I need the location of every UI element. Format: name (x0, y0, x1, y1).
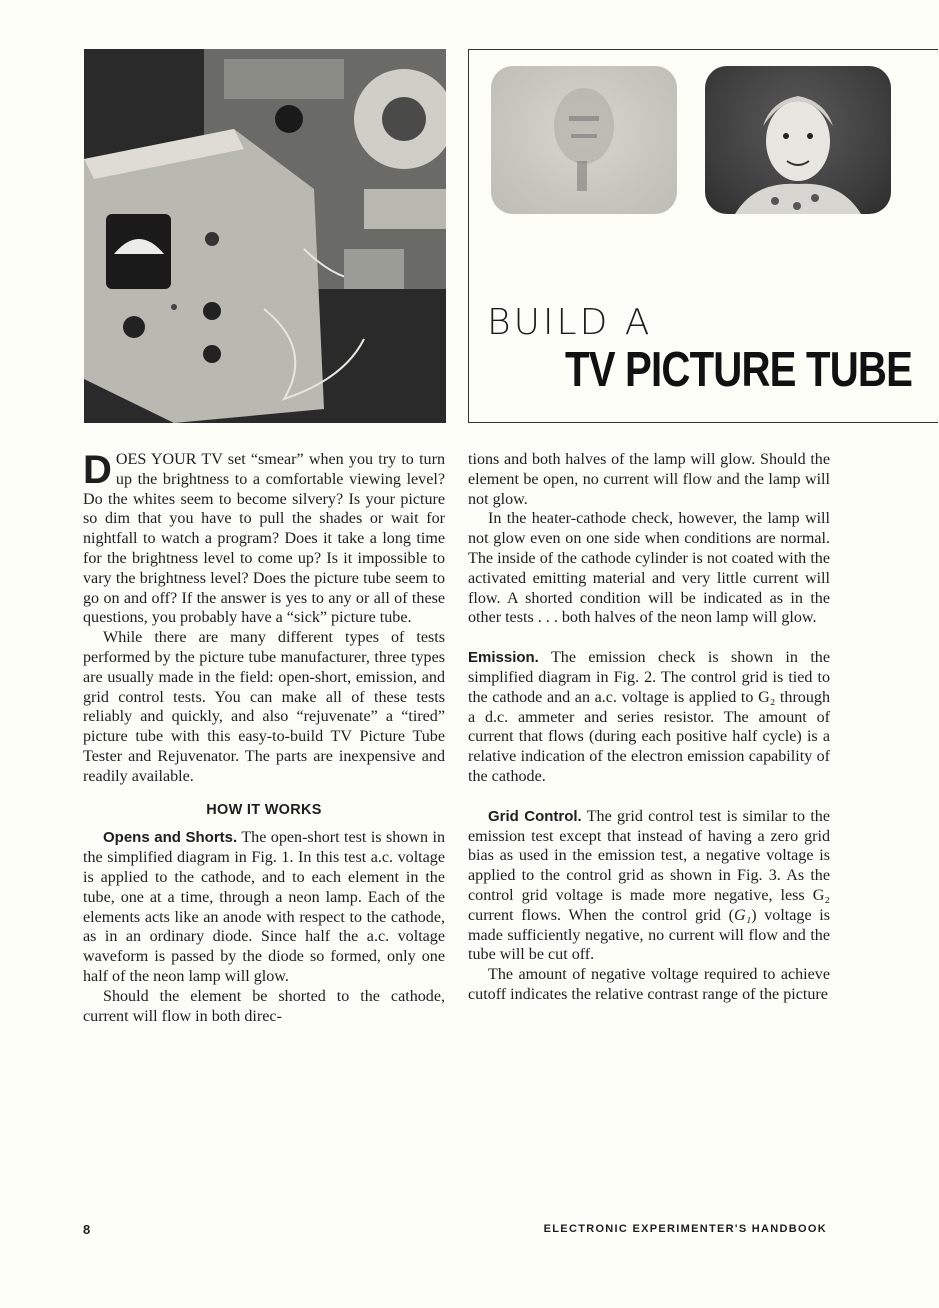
left-column (83, 450, 445, 1026)
paragraph: The amount of negative voltage required to achieve cutoff indicates the relative contrast range of the picture (468, 966, 830, 1003)
run-in-heading: Emission. (468, 649, 539, 667)
title-panel (468, 49, 938, 423)
section-heading: HOW IT WORKS (206, 801, 322, 818)
paragraph: Should the element be shorted to the cathode, current will flow in both direc- (83, 987, 445, 1025)
paragraph: Grid Control. The grid control test is similar to the emission test except that instead of having a zero grid bias as used in the emission test, a negative voltage is applied to the control grid as shown in Fig. 3. As the control grid voltage is made more negative, less G₂ current flows. When the control grid (G₁) voltage is made sufficiently negative, no current will flow and the tube will be cut off. (468, 807, 831, 964)
title-line-2: TV PICTURE TUBE (565, 343, 913, 397)
paragraph: tions and both halves of the lamp will glow. Should the element be open, no current will flow and the lamp will not glow. (468, 451, 830, 508)
paragraph: In the heater-cathode check, however, the lamp will not glow even on one side when conditions are normal. The inside of the cathode cylinder is not coated with the activated emitting material and very little current will flow. A shorted condition will be indicated as in the other tests . . . both halves of the neon lamp will glow. (468, 510, 830, 627)
paragraph: Opens and Shorts. The open-short test is shown in the simplified diagram in Fig. 1. In this test a.c. voltage is applied to the cathode, and to each element in the tube, one at a time, through a neon lamp. Each of the elements acts like an anode with respect to the cathode, as in an ordinary diode. Since half the a.c. voltage waveform is passed by the diode so formed, only one half of the neon lamp will glow. (83, 829, 445, 985)
run-in-heading: Opens and Shorts. (103, 829, 238, 847)
title-line-1: BUILD A (487, 302, 653, 343)
paragraph: While there are many different types of tests performed by the picture tube manufacturer, three types are usually made in the field: open-short, emission, and grid control tests. You can make all of these tests reliably and quickly, and also “rejuvenate” a “tired” picture tube with this easy-to-build TV Picture Tube Tester and Rejuvenator. The parts are inexpensive and readily available. (83, 629, 445, 785)
intro-paragraph (83, 450, 445, 628)
drop-cap: D (83, 448, 112, 492)
tube-tester-photo (84, 49, 446, 423)
paragraph: Emission. The emission check is shown in the simplified diagram in Fig. 2. The control grid is tied to the cathode and an a.c. voltage is applied to G₂ through a d.c. ammeter and series resistor. The amount of current that flows (during each positive half cycle) is a relative indication of the electron emission capability of the cathode. (468, 649, 830, 785)
spacer (468, 787, 830, 807)
run-in-heading: Grid Control. (488, 807, 582, 825)
intro-text: OES YOUR TV set “smear” when you try to turn up the brightness to a comfortable viewing level? Do the whites seem to become silvery? Is your picture so dim that you have to pull the shades or wait for nightfall to watch a program? Does it take a long time for the brightness level to come up? Is it impossible to vary the brightness level? Does the picture tube seem to go on and off? If the answer is yes to any or all of these questions, you probably have a “sick” picture tube. (83, 451, 445, 627)
smeared-picture-image (491, 66, 677, 214)
page-number: 8 (83, 1222, 91, 1237)
right-column (468, 450, 830, 1005)
running-footer: ELECTRONIC EXPERIMENTER'S HANDBOOK (543, 1223, 827, 1235)
spacer (468, 628, 830, 648)
clear-picture-image (705, 66, 891, 214)
